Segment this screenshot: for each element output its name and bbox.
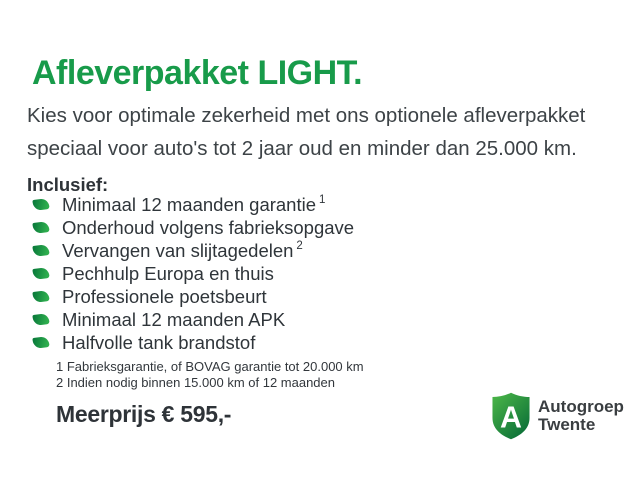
list-item-superscript: 2 bbox=[296, 240, 303, 253]
list-item bbox=[27, 285, 357, 308]
shield-logo-icon bbox=[492, 392, 530, 440]
list-item-superscript: 1 bbox=[319, 194, 326, 207]
list-item-text: Minimaal 12 maanden APK bbox=[62, 308, 286, 330]
list-item-text: Professionele poetsbeurt bbox=[62, 285, 267, 307]
list-item-text: Pechhulp Europa en thuis bbox=[62, 262, 274, 284]
list-item-text: Minimaal 12 maanden garantie bbox=[62, 193, 317, 215]
leaf-bullet-icon bbox=[32, 221, 49, 234]
list-item bbox=[27, 193, 357, 216]
page-title: Afleverpakket LIGHT. bbox=[32, 54, 363, 92]
list-item-label bbox=[62, 194, 325, 216]
list-item bbox=[27, 308, 357, 331]
list-item-label bbox=[62, 286, 270, 308]
dealer-logo bbox=[492, 392, 624, 440]
footnote-1: 1 Fabrieksgarantie, of BOVAG garantie tot 20.000 km bbox=[56, 359, 364, 374]
price-line: Meerprijs € 595,- bbox=[56, 401, 232, 427]
list-item bbox=[27, 262, 357, 285]
logo-line-1: Autogroep bbox=[538, 397, 624, 416]
leaf-bullet-icon bbox=[32, 244, 49, 257]
logo-line-2: Twente bbox=[538, 415, 596, 434]
list-item bbox=[27, 216, 357, 239]
leaf-bullet-icon bbox=[32, 198, 49, 211]
list-item-text: Halfvolle tank brandstof bbox=[62, 331, 256, 353]
footnote-2: 2 Indien nodig binnen 15.000 km of 12 maanden bbox=[56, 374, 335, 390]
list-item-label bbox=[62, 332, 258, 354]
list-item-text: Onderhoud volgens fabrieksopgave bbox=[62, 216, 355, 238]
included-items-list bbox=[27, 193, 357, 354]
intro-line-1: Kies voor optimale zekerheid met ons optionele afleverpakket bbox=[27, 104, 586, 127]
logo-wordmark bbox=[538, 398, 624, 434]
list-item-label bbox=[62, 263, 277, 285]
list-heading: Inclusief: bbox=[27, 174, 109, 195]
intro-paragraph bbox=[27, 99, 585, 165]
shield-letter: A bbox=[500, 400, 522, 435]
leaf-bullet-icon bbox=[32, 290, 49, 303]
list-item-label bbox=[62, 217, 357, 239]
leaf-bullet-icon bbox=[32, 336, 49, 349]
intro-line-2: speciaal voor auto's tot 2 jaar oud en minder dan 25.000 km. bbox=[27, 137, 577, 160]
footnotes bbox=[56, 359, 364, 390]
leaf-bullet-icon bbox=[32, 267, 49, 280]
leaf-bullet-icon bbox=[32, 313, 49, 326]
list-item bbox=[27, 239, 357, 262]
list-item-label bbox=[62, 309, 288, 331]
list-item bbox=[27, 331, 357, 354]
list-item-label bbox=[62, 240, 303, 262]
list-item-text: Vervangen van slijtagedelen bbox=[62, 239, 294, 261]
